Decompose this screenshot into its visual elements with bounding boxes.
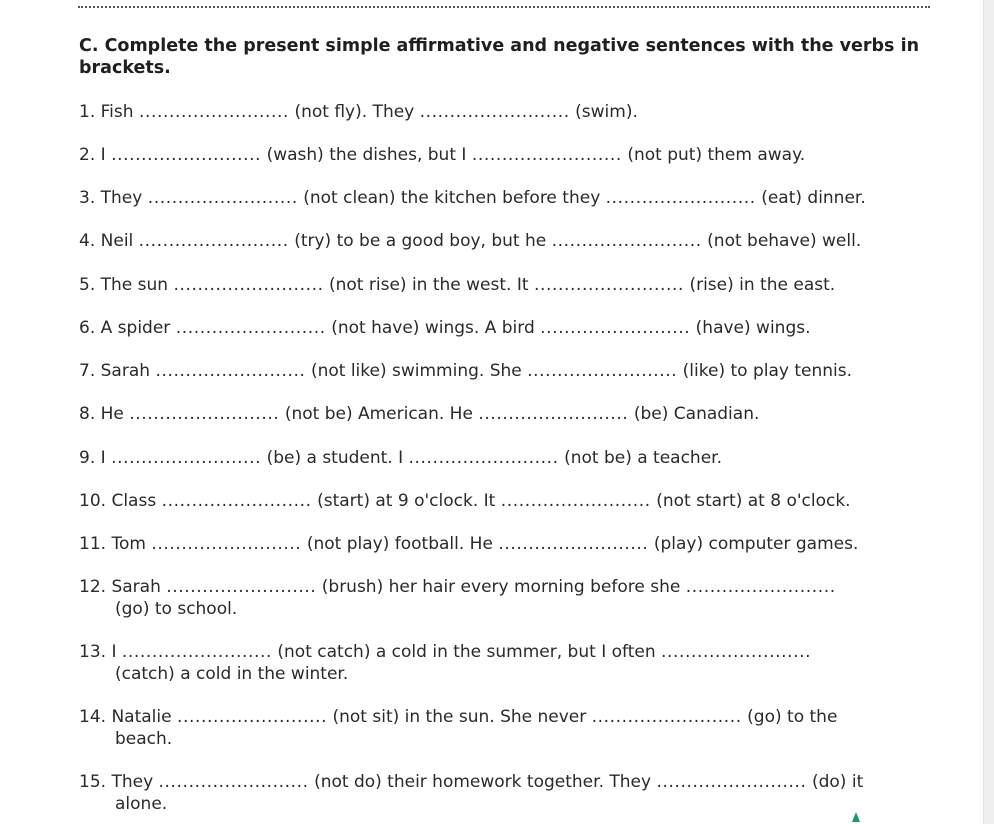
sentence-item-10: 10. Class ......................... (start) at 9 o'clock. It ......................... (not start) at 8 o'clock.	[79, 491, 851, 511]
answer-blank[interactable]: .........................	[500, 491, 651, 511]
answer-blank[interactable]: .........................	[605, 188, 756, 208]
answer-blank[interactable]: .........................	[408, 448, 559, 468]
sentence-item-12: 12. Sarah ......................... (brush) her hair every morning before she ......................... (go) to school.	[79, 577, 836, 619]
answer-blank[interactable]: .........................	[111, 448, 262, 468]
answer-blank[interactable]: .........................	[173, 275, 324, 295]
sentence-item-6: 6. A spider ......................... (not have) wings. A bird ......................... (have) wings.	[79, 318, 811, 338]
sentence-item-4: 4. Neil ......................... (try) to be a good boy, but he ......................... (not behave) well.	[79, 231, 862, 251]
answer-blank[interactable]: .........................	[527, 361, 678, 381]
answer-blank[interactable]: .........................	[111, 145, 262, 165]
answer-blank[interactable]: .........................	[533, 275, 685, 295]
answer-blank[interactable]: .........................	[155, 361, 306, 381]
answer-blank[interactable]: .........................	[161, 491, 312, 511]
sentence-item-2: 2. I ......................... (wash) the dishes, but I ......................... (not put) them away.	[79, 145, 806, 165]
answer-blank[interactable]: .........................	[551, 231, 702, 251]
answer-blank[interactable]: .........................	[151, 534, 302, 554]
sentence-item-9: 9. I ......................... (be) a student. I ......................... (not be) a teacher.	[79, 448, 723, 468]
answer-blank[interactable]: .........................	[419, 102, 570, 122]
answer-blank[interactable]: .........................	[498, 534, 649, 554]
answer-blank[interactable]: .........................	[121, 642, 272, 662]
sentence-item-7: 7. Sarah ......................... (not like) swimming. She ......................... (like) to play tennis.	[79, 361, 853, 381]
answer-blank[interactable]: .........................	[158, 772, 309, 792]
sentence-item-14: 14. Natalie ......................... (not sit) in the sun. She never ......................... (go) to the beach.	[79, 707, 838, 749]
sentence-item-1: 1. Fish ......................... (not fly). They ......................... (swim).	[79, 102, 638, 122]
answer-blank[interactable]: .........................	[147, 188, 298, 208]
answer-blank[interactable]: .........................	[175, 318, 326, 338]
sentence-item-11: 11. Tom ......................... (not play) football. He ......................... (play) computer games.	[79, 534, 859, 554]
answer-blank[interactable]: .........................	[138, 102, 290, 122]
sentence-item-3: 3. They ......................... (not clean) the kitchen before they ......................... (eat) dinner.	[79, 188, 866, 208]
answer-blank[interactable]: .........................	[138, 231, 289, 251]
green-marker-icon	[852, 812, 860, 822]
answer-blank[interactable]: .........................	[176, 707, 328, 727]
top-dotted-rule	[78, 6, 930, 8]
answer-blank[interactable]: .........................	[129, 404, 280, 424]
answer-blank[interactable]: .........................	[661, 642, 812, 662]
sentence-item-13: 13. I ......................... (not catch) a cold in the summer, but I often ......................... (catch) a cold in the winter.	[79, 642, 812, 684]
sentence-item-15: 15. They ......................... (not do) their homework together. They ......................... (do) it alone.	[79, 772, 864, 814]
answer-blank[interactable]: .........................	[471, 145, 622, 165]
answer-blank[interactable]: .........................	[166, 577, 317, 597]
page-edge	[983, 0, 994, 824]
answer-blank[interactable]: .........................	[656, 772, 807, 792]
answer-blank[interactable]: .........................	[478, 404, 629, 424]
sentence-item-8: 8. He ......................... (not be) American. He ......................... (be) Canadian.	[79, 404, 760, 424]
sentence-item-5: 5. The sun ......................... (not rise) in the west. It ......................... (rise) in the east.	[79, 275, 836, 295]
answer-blank[interactable]: .........................	[685, 577, 836, 597]
answer-blank[interactable]: .........................	[591, 707, 742, 727]
answer-blank[interactable]: .........................	[540, 318, 691, 338]
exercise-instruction: C. Complete the present simple affirmative and negative sentences with the verbs in brackets.	[79, 36, 920, 78]
